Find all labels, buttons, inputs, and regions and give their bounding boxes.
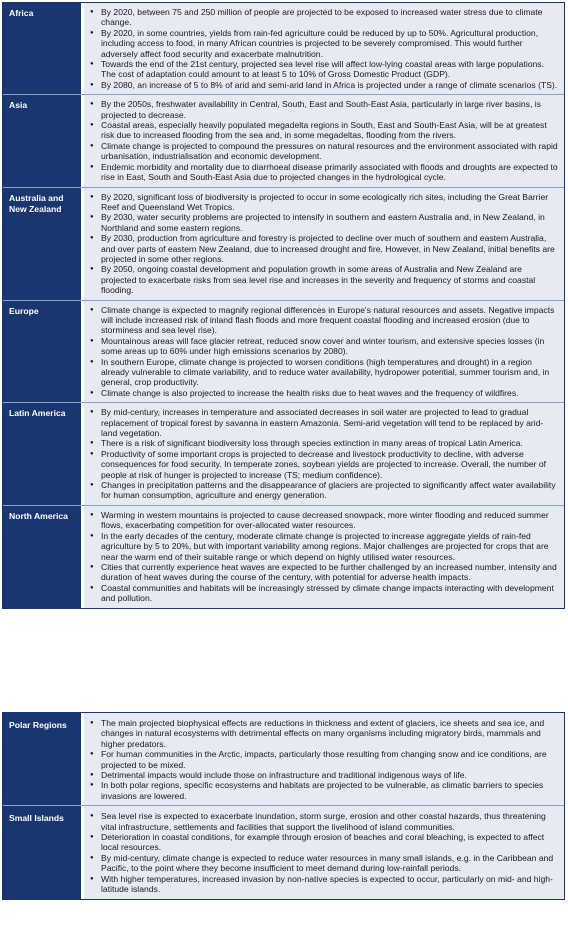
impact-bullet: ● Climate change is projected to compound the pressures on natural resources and the environment associated with rapid urbanisation, industrialisation and economic development. — [88, 141, 559, 162]
impact-bullet: ● By mid-century, climate change is expected to reduce water resources in many small islands, e.g. in the Caribbean and Pacific, to the point where they become insufficient to meet demand during low-rainfall periods. — [88, 853, 559, 874]
impact-bullet: ● Productivity of some important crops is projected to decrease and livestock productivity to decline, with adverse consequences for food security. In temperate zones, soybean yields are projected to increase. Overall, the number of people at risk of hunger is projected to increase (TS; medium confidence). — [88, 449, 559, 480]
impact-bullet: ● By 2020, in some countries, yields from rain-fed agriculture could be reduced by up to 50%. Agricultural production, including access to food, in many African countries is projected to be severely compromised. This would further adversely affect food security and exacerbate malnutrition. — [88, 28, 559, 59]
region-impacts — [81, 506, 564, 608]
impact-bullet: ● For human communities in the Arctic, impacts, particularly those resulting from changing snow and ice conditions, are projected to be mixed. — [88, 749, 559, 770]
impact-bullet: ● Endemic morbidity and mortality due to diarrhoeal disease primarily associated with floods and droughts are expected to rise in East, South and South-East Asia due to projected changes in the hydrological cycle. — [88, 162, 559, 183]
impact-bullet: ● By 2020, between 75 and 250 million of people are projected to be exposed to increased water stress due to climate change. — [88, 7, 559, 28]
impact-bullet: ● By 2020, significant loss of biodiversity is projected to occur in some ecologically rich sites, including the Great Barrier Reef and Queensland Wet Tropics. — [88, 192, 559, 213]
impact-bullet: ● In the early decades of the century, moderate climate change is projected to increase aggregate yields of rain-fed agriculture by 5 to 20%, but with important variability among regions. Major challenges are projected for crops that are near the warm end of their suitable range or which depend on highly utilised water resources. — [88, 531, 559, 562]
region-impacts — [81, 188, 564, 300]
region-name: Africa — [3, 3, 81, 94]
impact-bullet: ● Changes in precipitation patterns and the disappearance of glaciers are projected to significantly affect water availability for human consumption, agriculture and energy generation. — [88, 480, 559, 501]
region-name: Asia — [3, 95, 81, 186]
impact-bullet: ● The main projected biophysical effects are reductions in thickness and extent of glaciers, ice sheets and sea ice, and changes in natural ecosystems with detrimental effects on many organisms including migratory birds, mammals and higher predators. — [88, 718, 559, 749]
impact-bullet: ● In southern Europe, climate change is projected to worsen conditions (high temperatures and drought) in a region already vulnerable to climate variability, and to reduce water availability, hydropower potential, summer tourism and, in general, crop productivity. — [88, 357, 559, 388]
impact-list — [88, 99, 559, 182]
impact-bullet: ● In both polar regions, specific ecosystems and habitats are projected to be vulnerable, as climatic barriers to species invasions are lowered. — [88, 780, 559, 801]
region-name: North America — [3, 506, 81, 608]
impact-bullet: ● Coastal areas, especially heavily populated megadelta regions in South, East and South-East Asia, will be at greatest risk due to increased flooding from the sea and, in some megadeltas, flooding from the rivers. — [88, 120, 559, 141]
impact-list — [88, 510, 559, 604]
impact-bullet: ● Towards the end of the 21st century, projected sea level rise will affect low-lying coastal areas with large populations. The cost of adaptation could amount to at least 5 to 10% of Gross Domestic Product (GDP). — [88, 59, 559, 80]
region-name: Polar Regions — [3, 713, 81, 805]
table-body — [2, 712, 565, 900]
impact-bullet: ● By 2050, ongoing coastal development and population growth in some areas of Australia and New Zealand are projected to exacerbate risks from sea level rise and increases in the severity and frequency of storms and coastal flooding. — [88, 264, 559, 295]
impact-bullet: ● There is a risk of significant biodiversity loss through species extinction in many areas of tropical Latin America. — [88, 438, 559, 448]
impact-bullet: ● Climate change is also projected to increase the health risks due to heat waves and the frequency of wildfires. — [88, 388, 559, 398]
region-row-africa — [3, 3, 564, 95]
regional-impacts-table-continued — [2, 712, 565, 900]
region-impacts — [81, 3, 564, 94]
region-row-australia-and-new-zealand — [3, 188, 564, 301]
region-impacts — [81, 806, 564, 898]
impact-list — [88, 305, 559, 399]
region-row-north-america — [3, 506, 564, 608]
impact-bullet: ● With higher temperatures, increased invasion by non-native species is expected to occur, particularly on mid- and high-latitude islands. — [88, 874, 559, 895]
impact-bullet: ● Climate change is expected to magnify regional differences in Europe's natural resources and assets. Negative impacts will include increased risk of inland flash floods and more frequent coastal flooding and increased erosion (due to storminess and sea level rise). — [88, 305, 559, 336]
region-impacts — [81, 95, 564, 186]
table-body — [2, 2, 565, 609]
region-name: Australia and New Zealand — [3, 188, 81, 300]
impact-bullet: ● By 2030, production from agriculture and forestry is projected to decline over much of southern and eastern Australia, and over parts of eastern New Zealand, due to increased drought and fire. However, in New Zealand, initial benefits are projected in some other regions. — [88, 233, 559, 264]
impact-bullet: ● Warming in western mountains is projected to cause decreased snowpack, more winter flooding and reduced summer flows, exacerbating competition for over-allocated water resources. — [88, 510, 559, 531]
impact-list — [88, 407, 559, 501]
region-impacts — [81, 403, 564, 505]
impact-list — [88, 811, 559, 894]
impact-list — [88, 192, 559, 296]
impact-bullet: ● Sea level rise is expected to exacerbate inundation, storm surge, erosion and other coastal hazards, thus threatening vital infrastructure, settlements and facilities that support the livelihood of island communities. — [88, 811, 559, 832]
impact-list — [88, 7, 559, 90]
impact-bullet: ● Deterioration in coastal conditions, for example through erosion of beaches and coral bleaching, is expected to affect local resources. — [88, 832, 559, 853]
impact-bullet: ● Cities that currently experience heat waves are expected to be further challenged by an increased number, intensity and duration of heat waves during the course of the century, with potential for adverse health impacts. — [88, 562, 559, 583]
impact-bullet: ● By 2030, water security problems are projected to intensify in southern and eastern Australia and, in New Zealand, in Northland and some eastern regions. — [88, 212, 559, 233]
impact-list — [88, 718, 559, 801]
regional-impacts-table — [2, 2, 565, 609]
region-name: Latin America — [3, 403, 81, 505]
region-row-small-islands — [3, 806, 564, 898]
impact-bullet: ● By mid-century, increases in temperature and associated decreases in soil water are projected to lead to gradual replacement of tropical forest by savanna in eastern Amazonia. Semi-arid vegetation will tend to be replaced by arid-land vegetation. — [88, 407, 559, 438]
region-row-europe — [3, 301, 564, 404]
impact-bullet: ● Detrimental impacts would include those on infrastructure and traditional indigenous ways of life. — [88, 770, 559, 780]
impact-bullet: ● By the 2050s, freshwater availability in Central, South, East and South-East Asia, particularly in large river basins, is projected to decrease. — [88, 99, 559, 120]
region-row-polar-regions — [3, 713, 564, 806]
region-row-latin-america — [3, 403, 564, 506]
region-name: Small Islands — [3, 806, 81, 898]
impact-bullet: ● By 2080, an increase of 5 to 8% of arid and semi-arid land in Africa is projected under a range of climate scenarios (TS). — [88, 80, 559, 90]
region-name: Europe — [3, 301, 81, 403]
region-impacts — [81, 713, 564, 805]
region-row-asia — [3, 95, 564, 187]
region-impacts — [81, 301, 564, 403]
impact-bullet: ● Mountainous areas will face glacier retreat, reduced snow cover and winter tourism, and extensive species losses (in some areas up to 60% under high emissions scenarios by 2080). — [88, 336, 559, 357]
impact-bullet: ● Coastal communities and habitats will be increasingly stressed by climate change impacts interacting with development and pollution. — [88, 583, 559, 604]
